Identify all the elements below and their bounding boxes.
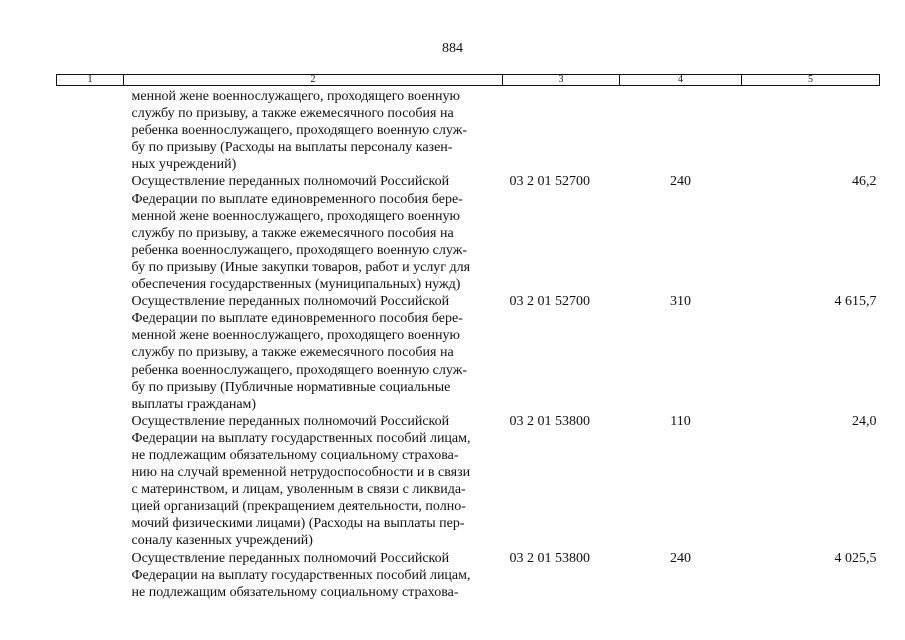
description-line: Федерации по выплате единовременного пособия бере- [131,311,463,327]
table-body [57,86,880,601]
expense-type-cell: 110 [670,413,691,429]
target-article-code-cell: 03 2 01 52700 [509,174,590,190]
description-line: цией организаций (прекращением деятельности, полно- [131,499,466,515]
table-row [57,86,880,174]
table-header [57,75,880,86]
description-line: не подлежащим обязательному социальному страхова- [131,447,459,463]
amount-cell [742,86,880,174]
header-col-4: 4 [620,75,742,86]
expense-type-cell: 310 [670,294,691,310]
target-article-code-cell [503,86,620,174]
description-line: соналу казенных учреждений) [131,533,313,549]
header-col-5: 5 [742,75,880,86]
row-number-cell [57,550,124,601]
row-number-cell [57,173,124,293]
description-line: Федерации на выплату государственных пособий лицам, [131,430,471,446]
description-line: Осуществление переданных полномочий Российской [131,294,450,310]
description-line: мочий физическими лицами) (Расходы на выплаты пер- [131,516,465,532]
description-line: бу по призыву (Иные закупки товаров, работ и услуг для [131,259,471,275]
description-line: нию на случай временной нетрудоспособности и в связи [131,465,471,481]
table-row [57,173,880,293]
description-line: службу по призыву, а также ежемесячного пособия на [131,225,454,241]
description-line: обеспечения государственных (муниципальных) нужд) [131,277,461,293]
description-line: менной жене военнослужащего, проходящего военную [131,208,460,224]
expense-type-cell: 240 [670,174,691,190]
row-number-cell [57,293,124,413]
budget-table [56,74,880,601]
table-row [57,293,880,413]
description-cell [124,293,503,413]
description-line: не подлежащим обязательному социальному страхова- [131,584,459,600]
description-line: выплаты гражданам) [131,396,257,412]
description-line: Осуществление переданных полномочий Российской [131,174,450,190]
target-article-code-cell: 03 2 01 52700 [509,294,590,310]
description-line: Федерации по выплате единовременного пособия бере- [131,191,463,207]
description-line: с материнством, и лицам, уволенным в связи с ликвида- [131,482,466,498]
description-cell [124,413,503,550]
amount-cell: 4 025,5 [834,550,877,566]
description-cell [124,550,503,601]
description-line: ребенка военнослужащего, проходящего военную служ- [131,362,468,378]
description-line: менной жене военнослужащего, проходящего военную [131,328,460,344]
page-number: 884 [442,41,463,56]
amount-cell: 24,0 [852,413,877,429]
amount-cell: 46,2 [852,174,877,190]
row-number-cell [57,86,124,174]
description-cell [124,86,503,174]
table-row [57,413,880,550]
description-line: службу по призыву, а также ежемесячного пособия на [131,106,454,122]
target-article-code-cell: 03 2 01 53800 [509,550,590,566]
description-line: Федерации на выплату государственных пособий лицам, [131,567,471,583]
amount-cell: 4 615,7 [834,294,877,310]
header-col-1: 1 [57,75,124,86]
description-line: бу по призыву (Расходы на выплаты персоналу казен- [131,140,453,156]
header-col-3: 3 [503,75,620,86]
description-cell [124,173,503,293]
description-line: Осуществление переданных полномочий Российской [131,550,450,566]
description-line: менной жене военнослужащего, проходящего военную [131,89,460,104]
header-row [57,75,880,86]
target-article-code-cell: 03 2 01 53800 [509,413,590,429]
description-line: ных учреждений) [131,157,237,173]
description-line: бу по призыву (Публичные нормативные социальные [131,379,451,395]
description-line: Осуществление переданных полномочий Российской [131,413,450,429]
description-line: ребенка военнослужащего, проходящего военную служ- [131,242,468,258]
header-col-2: 2 [124,75,503,86]
description-line: службу по призыву, а также ежемесячного пособия на [131,345,454,361]
description-line: ребенка военнослужащего, проходящего военную служ- [131,123,468,139]
expense-type-cell: 240 [670,550,691,566]
expense-type-cell [620,86,742,174]
row-number-cell [57,413,124,550]
table-row [57,550,880,601]
